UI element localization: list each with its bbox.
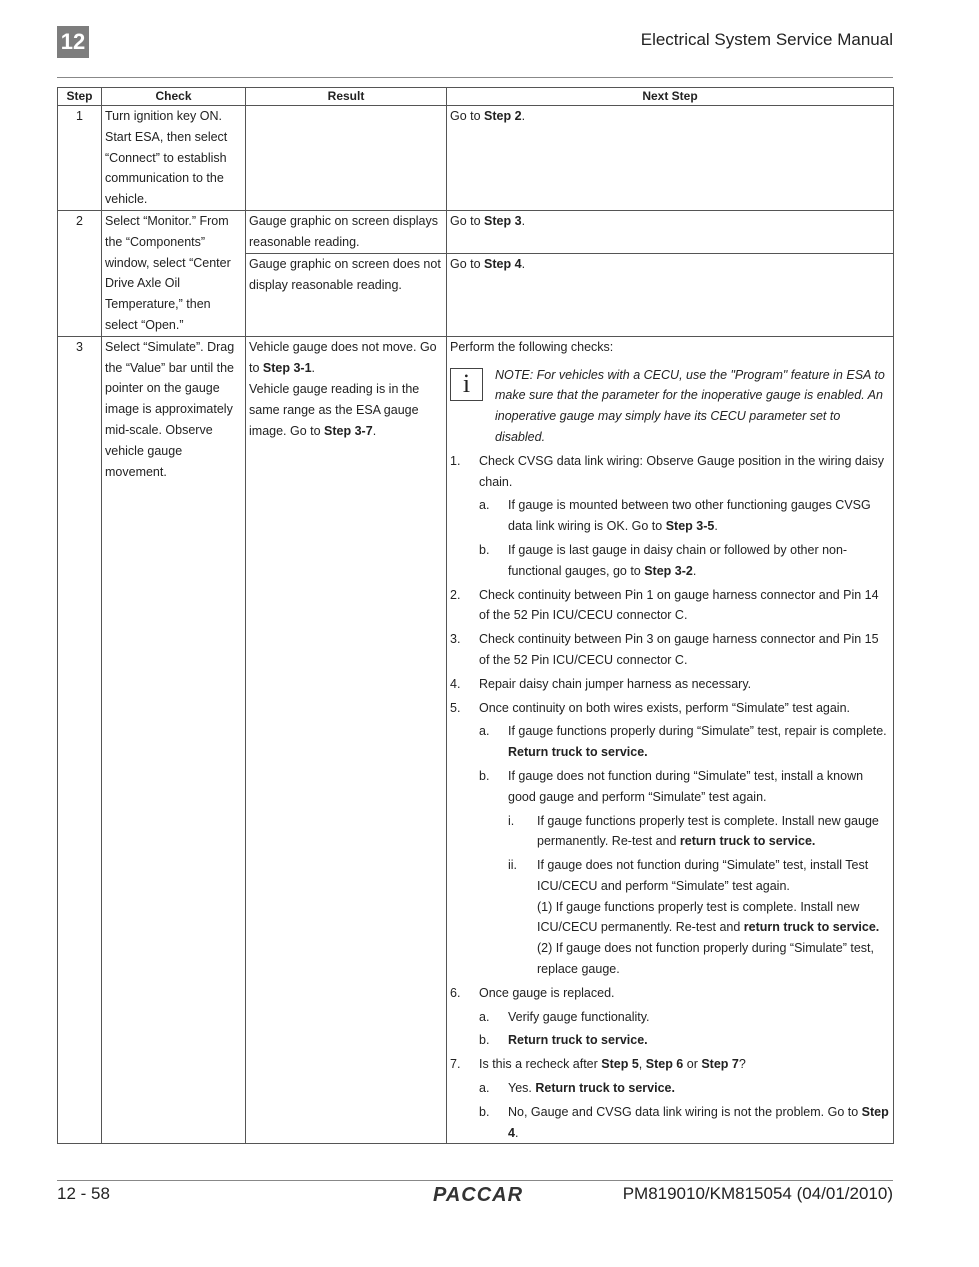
list-item (479, 1007, 890, 1028)
list-text: Verify gauge functionality. (508, 1009, 650, 1024)
header-rule (57, 77, 893, 78)
step-number: 3 (58, 336, 102, 1144)
check-cell: Turn ignition key ON. Start ESA, then select “Connect” to establish communication to the vehicle. (102, 106, 246, 211)
list-marker: b. (479, 1033, 490, 1048)
list-item (508, 855, 890, 980)
list-text (508, 495, 890, 537)
list-item (479, 540, 890, 582)
list-item (450, 451, 890, 493)
info-icon: i (450, 368, 483, 401)
list-item (450, 674, 890, 695)
list-item (479, 495, 890, 537)
text: . (692, 563, 697, 578)
result-cell (246, 106, 447, 211)
list-text (479, 1054, 890, 1075)
step-number: 1 (58, 106, 102, 211)
list-text: If gauge does not function during “Simulate” test, install a known good gauge and perform “Simulate” test again. (508, 768, 864, 804)
emphasis: return truck to service. (679, 834, 816, 849)
list-text (537, 811, 890, 853)
list-text (508, 1078, 890, 1099)
list-text (508, 721, 890, 763)
list-text (508, 540, 890, 582)
list-marker: i. (508, 813, 515, 828)
next-step-cell (447, 210, 894, 253)
text: If gauge is last gauge in daisy chain or followed by other non-functional gauges, go to (508, 542, 848, 578)
table-header-row (58, 88, 894, 106)
text: Vehicle gauge does not move. Go to (249, 339, 437, 375)
list-text: Check continuity between Pin 3 on gauge harness connector and Pin 15 of the 52 Pin ICU/CECU connector C. (479, 632, 879, 667)
list-item (450, 629, 890, 671)
list-text: Repair daisy chain jumper harness as necessary. (479, 676, 752, 691)
text: . (521, 109, 526, 123)
step-ref: Step 3 (484, 213, 522, 228)
list-text: Check CVSG data link wiring: Observe Gauge position in the wiring daisy chain. (479, 453, 885, 489)
footer-rule (57, 1180, 893, 1181)
list-item (479, 1078, 890, 1099)
text: . (311, 360, 316, 375)
text: No, Gauge and CVSG data link wiring is not the problem. Go to (508, 1104, 862, 1119)
list-text: Once continuity on both wires exists, perform “Simulate” test again. (479, 700, 850, 715)
step-ref: Step 5 (601, 1057, 639, 1072)
list-marker: b. (479, 768, 490, 783)
result-cell: Gauge graphic on screen does not display reasonable reading. (246, 253, 447, 336)
text: . (521, 256, 526, 271)
result-cell (246, 336, 447, 1144)
check-cell: Select “Simulate”. Drag the “Value” bar until the pointer on the gauge image is approximately mid-scale. Observe vehicle gauge movement. (102, 336, 246, 1144)
table-row (58, 336, 894, 1144)
next-step-cell (447, 336, 894, 1144)
text: (1) If gauge functions properly test is complete. Install new ICU/CECU permanently. Re-test and (537, 899, 860, 935)
list-marker: 3. (450, 632, 461, 647)
table-row (58, 106, 894, 211)
result-cell: Gauge graphic on screen displays reasonable reading. (246, 210, 447, 253)
header-next-step: Next Step (447, 88, 894, 106)
result-same-range (249, 379, 443, 441)
text: . (514, 1125, 519, 1140)
text: Yes. (508, 1081, 536, 1096)
list-text: Check continuity between Pin 1 on gauge harness connector and Pin 14 of the 52 Pin ICU/CECU connector C. (479, 587, 879, 623)
list-marker: a. (479, 1009, 490, 1024)
list-marker: 6. (450, 985, 461, 1000)
text: . (714, 519, 718, 534)
text: If gauge does not function during “Simulate” test, install Test ICU/CECU and perform “Simulate” test again. (537, 858, 869, 893)
step-ref: Step 3-1 (262, 360, 312, 375)
text: Go to (450, 109, 485, 123)
emphasis: return truck to service. (743, 920, 880, 935)
next-step-cell (447, 253, 894, 336)
note-text: NOTE: For vehicles with a CECU, use the "Program" feature in ESA to make sure that the parameter for the inoperative gauge is enabled. An inoperative gauge may simply have its CECU parameter set to disabled. (495, 367, 885, 444)
paccar-logo: PACCAR (433, 1184, 524, 1206)
list-item (479, 721, 890, 763)
manual-title: Electrical System Service Manual (640, 30, 893, 49)
list-marker: a. (479, 724, 490, 739)
chapter-number: 12 (57, 26, 89, 58)
step-ref: Step 3-5 (665, 519, 715, 534)
list-marker: 2. (450, 587, 461, 602)
text: Go to (450, 256, 485, 271)
list-marker: a. (479, 498, 490, 513)
emphasis: Return truck to service. (508, 745, 648, 760)
step-ref: Step 6 (645, 1057, 684, 1072)
result-no-move (249, 337, 443, 379)
text: Vehicle gauge reading is in the same range as the ESA gauge image. Go to (249, 382, 420, 438)
text: ? (738, 1057, 746, 1072)
text: Is this a recheck after (479, 1057, 602, 1072)
header-result: Result (246, 88, 447, 106)
list-item (479, 1030, 890, 1051)
text: (2) If gauge does not function properly during “Simulate” test, replace gauge. (537, 941, 874, 977)
step-ref: Step 7 (701, 1057, 739, 1072)
text: If gauge is mounted between two other functioning gauges CVSG data link wiring is OK. Go to (508, 498, 871, 534)
list-marker: b. (479, 1104, 490, 1119)
next-step-cell (447, 106, 894, 211)
list-item (450, 1054, 890, 1075)
table-row (58, 210, 894, 253)
list-marker: 7. (450, 1057, 461, 1072)
list-item (479, 766, 890, 808)
list-marker: ii. (508, 858, 518, 873)
list-text: Once gauge is replaced. (479, 985, 615, 1000)
list-marker: a. (479, 1081, 490, 1096)
list-item (508, 811, 890, 853)
list-item (450, 698, 890, 719)
list-text (537, 855, 890, 980)
list-text (508, 1102, 890, 1144)
step-ref: Step 2 (484, 109, 522, 123)
list-marker: 1. (450, 453, 461, 468)
list-item (450, 585, 890, 627)
text: , (638, 1057, 646, 1072)
text: If gauge functions properly test is complete. Install new gauge permanently. Re-test and (537, 813, 879, 849)
page-number: 12 - 58 (57, 1184, 110, 1203)
text: . (521, 213, 526, 228)
list-marker: b. (479, 542, 490, 557)
step-ref: Step 4 (508, 1104, 889, 1140)
list-item (479, 1102, 890, 1144)
step-ref: Step 4 (484, 256, 522, 271)
emphasis: Return truck to service. (508, 1033, 648, 1048)
list-item (450, 983, 890, 1004)
text: or (683, 1057, 702, 1072)
list-marker: 5. (450, 700, 461, 715)
list-marker: 4. (450, 676, 461, 691)
text: Go to (450, 213, 485, 228)
note-block (450, 365, 890, 448)
text: . (372, 423, 377, 438)
header-step: Step (58, 88, 102, 106)
emphasis: Return truck to service. (535, 1081, 675, 1096)
check-cell: Select “Monitor.” From the “Components” window, select “Center Drive Axle Oil Temperature,” then select “Open.” (102, 210, 246, 336)
step-ref: Step 3-2 (644, 563, 693, 578)
step-number: 2 (58, 210, 102, 336)
checks-intro: Perform the following checks: (450, 339, 614, 354)
header-check: Check (102, 88, 246, 106)
troubleshooting-table (57, 87, 894, 1144)
text: If gauge functions properly during “Simulate” test, repair is complete. (508, 724, 887, 739)
document-number: PM819010/KM815054 (04/01/2010) (622, 1184, 893, 1203)
step-ref: Step 3-7 (324, 423, 373, 438)
